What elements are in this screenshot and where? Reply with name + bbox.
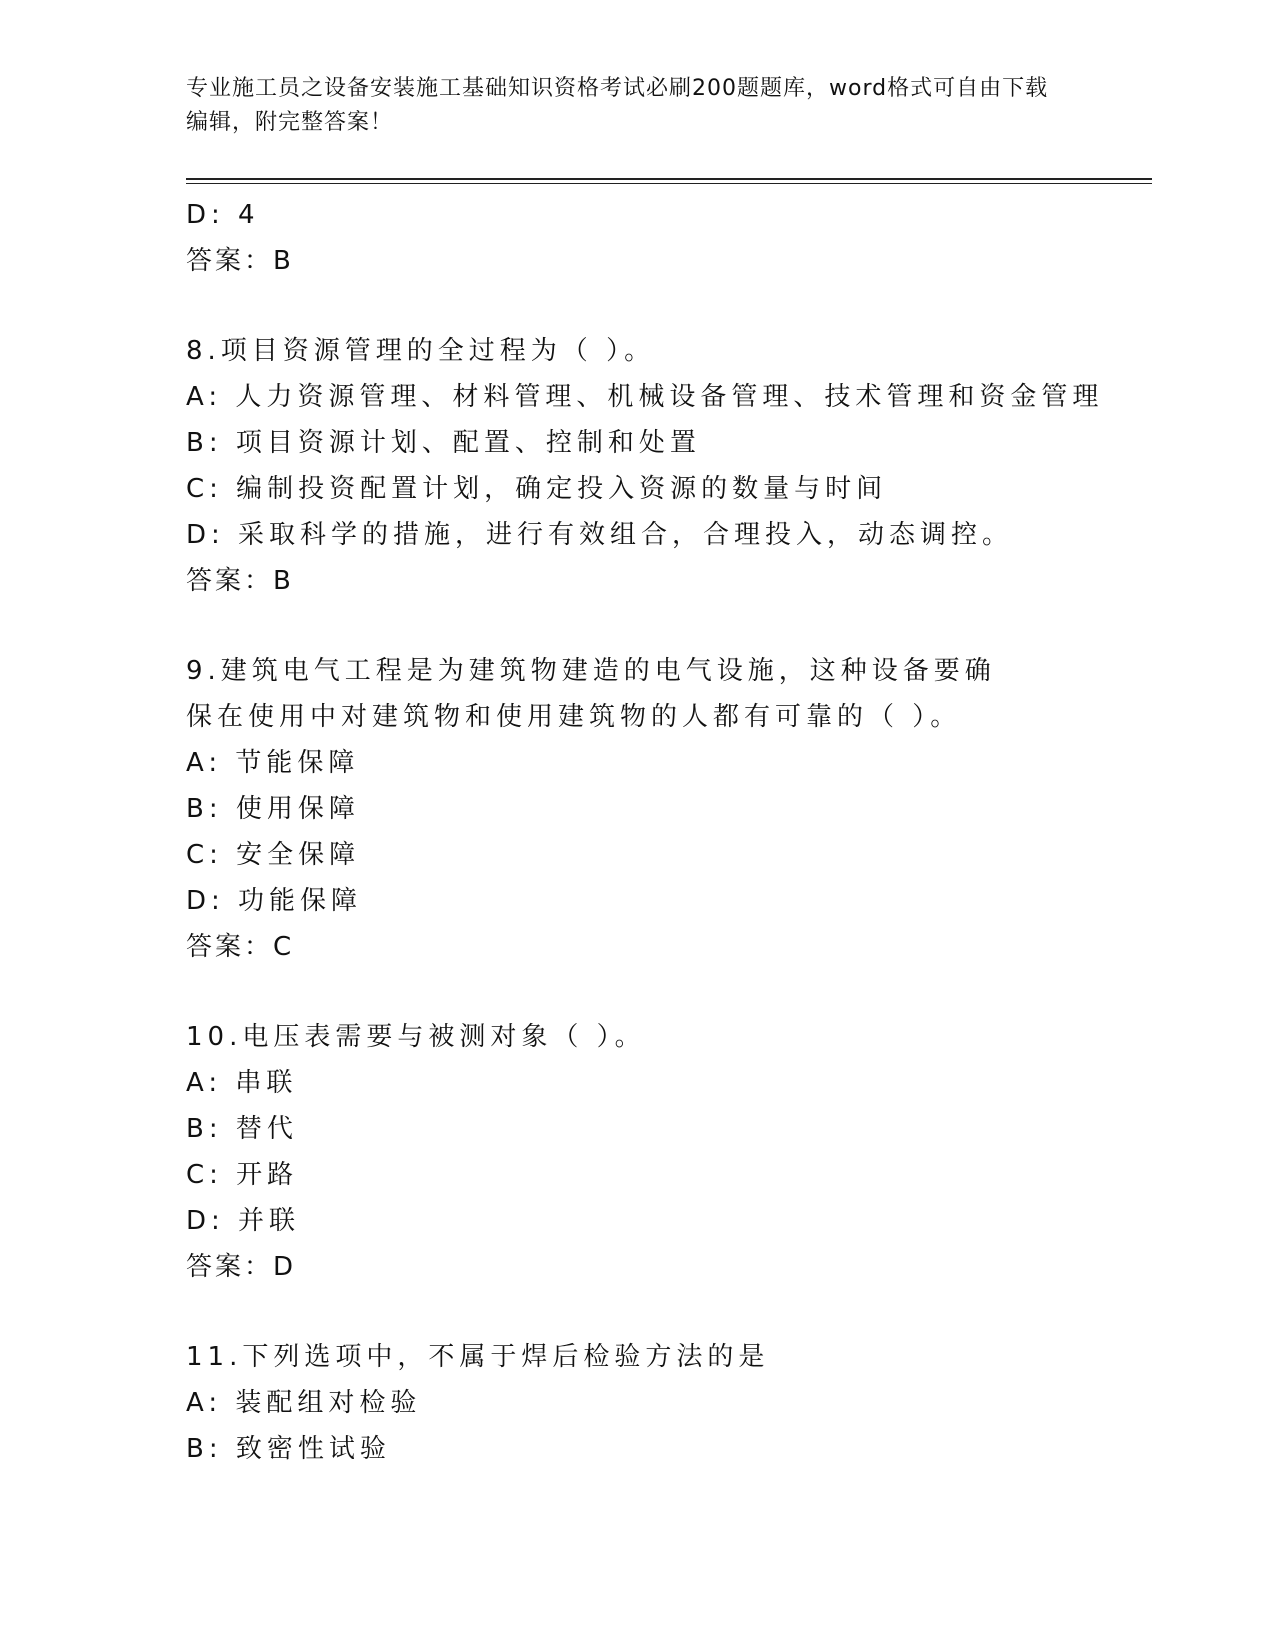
question-8-option-a: A: 人力资源管理、材料管理、机械设备管理、技术管理和资金管理 — [186, 382, 1104, 412]
question-9-option-a: A: 节能保障 — [186, 748, 360, 778]
question-8-option-c: C: 编制投资配置计划，确定投入资源的数量与时间 — [186, 474, 888, 504]
question-10-option-d: D: 并联 — [186, 1206, 301, 1236]
question-10-option-c: C: 开路 — [186, 1160, 299, 1190]
question-8-answer: 答案：B — [186, 566, 294, 596]
question-10-title: 10.电压表需要与被测对象（ ）。 — [186, 1022, 646, 1052]
spacer — [186, 604, 1086, 648]
prev-answer: 答案：B — [186, 246, 294, 276]
question-9-option-d: D: 功能保障 — [186, 886, 363, 916]
question-9-title: 9.建筑电气工程是为建筑物建造的电气设施，这种设备要确保在使用中对建筑物和使用建筑物的人都有可靠的（ ）。 — [186, 656, 996, 732]
question-11-title: 11.下列选项中，不属于焊后检验方法的是 — [186, 1342, 770, 1372]
header-divider — [186, 178, 1152, 184]
question-9-option-b: B: 使用保障 — [186, 794, 360, 824]
question-8-title: 8.项目资源管理的全过程为（ ）。 — [186, 336, 656, 366]
question-10-option-a: A: 串联 — [186, 1068, 298, 1098]
question-9-option-c: C: 安全保障 — [186, 840, 361, 870]
question-8-option-b: B: 项目资源计划、配置、控制和处置 — [186, 428, 701, 458]
question-10-option-b: B: 替代 — [186, 1114, 298, 1144]
document-body — [186, 192, 1104, 1472]
spacer — [186, 970, 1086, 1014]
prev-option-d: D: 4 — [186, 200, 260, 230]
question-11-option-a: A: 装配组对检验 — [186, 1388, 422, 1418]
spacer — [186, 284, 1086, 328]
question-10-answer: 答案：D — [186, 1252, 297, 1282]
question-8-option-d: D: 采取科学的措施，进行有效组合，合理投入，动态调控。 — [186, 520, 1014, 550]
question-9-answer: 答案：C — [186, 932, 295, 962]
document-header: 专业施工员之设备安装施工基础知识资格考试必刷200题题库，word格式可自由下载编辑，附完整答案！ — [186, 76, 1049, 135]
spacer — [186, 1290, 1086, 1334]
question-11-option-b: B: 致密性试验 — [186, 1434, 391, 1464]
